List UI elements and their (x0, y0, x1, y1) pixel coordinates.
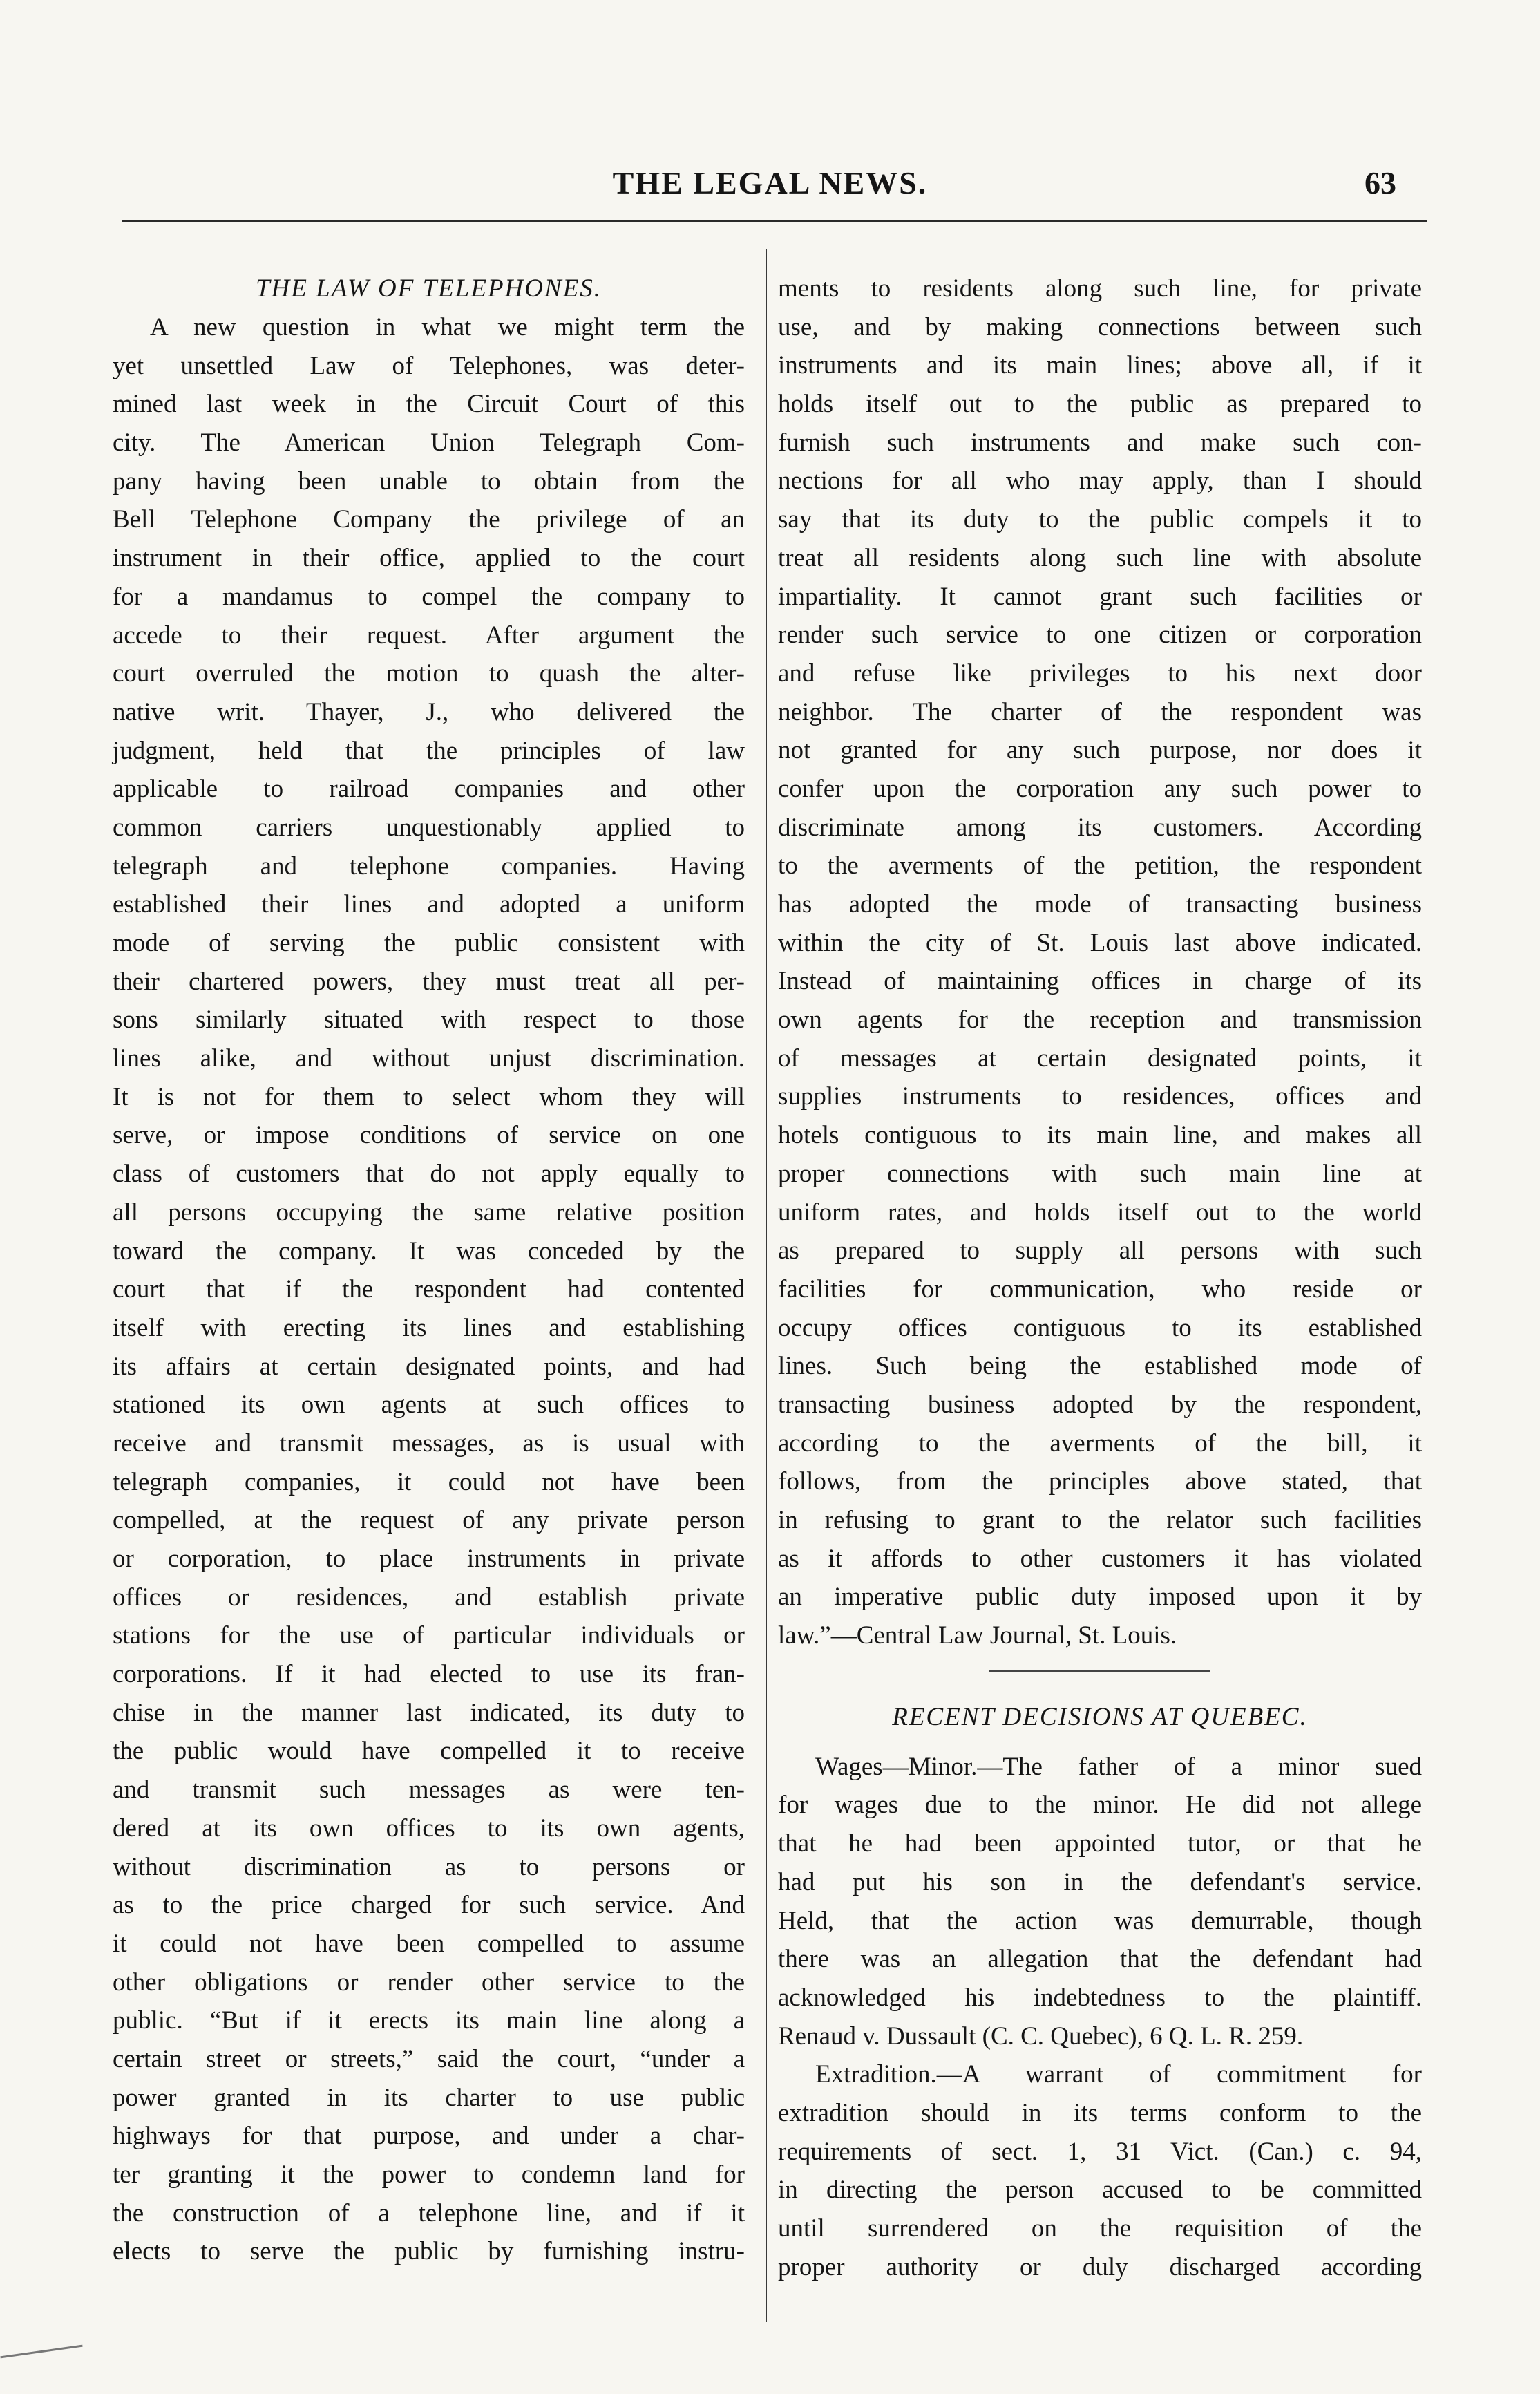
text-line: ter granting it the power to condemn land for (113, 2160, 745, 2189)
page-edge-mark (0, 2345, 82, 2359)
text-line: elects to serve the public by furnishing instru- (113, 2237, 745, 2266)
text-line: native writ. Thayer, J., who delivered the (113, 697, 745, 726)
text-line: requirements of sect. 1, 31 Vict. (Can.) c. 94, (778, 2137, 1422, 2166)
text-line: supplies instruments to residences, offices and (778, 1082, 1422, 1111)
text-line: use, and by making connections between such (778, 312, 1422, 341)
text-line: dered at its own offices to its own agents, (113, 1813, 745, 1842)
text-line: judgment, held that the principles of law (113, 736, 745, 765)
text-line: itself with erecting its lines and establishing (113, 1313, 745, 1342)
text-line: established their lines and adopted a uniform (113, 890, 745, 919)
text-line: common carriers unquestionably applied to (113, 813, 745, 842)
text-line: neighbor. The charter of the respondent was (778, 697, 1422, 726)
text-line: proper connections with such main line at (778, 1159, 1422, 1188)
text-line: nections for all who may apply, than I should (778, 466, 1422, 496)
text-line: the public would have compelled it to receive (113, 1737, 745, 1766)
left-column (113, 270, 745, 2271)
text-line: A new question in what we might term the (150, 313, 745, 341)
text-line: according to the averments of the bill, it (778, 1429, 1422, 1458)
text-line: and transmit such messages as were ten- (113, 1775, 745, 1804)
text-line: until surrendered on the requisition of the (778, 2214, 1422, 2243)
case-citation: Renaud v. Dussault (C. C. Quebec), 6 Q. L. R. 259. (778, 2021, 1304, 2051)
text-line: as it affords to other customers it has violated (778, 1544, 1422, 1573)
text-line: chise in the manner last indicated, its duty to (113, 1698, 745, 1727)
text-line: other obligations or render other service to the (113, 1968, 745, 1997)
article-body (113, 308, 745, 2271)
text-line: for wages due to the minor. He did not allege (778, 1791, 1422, 1820)
text-line: confer upon the corporation any such power to (778, 774, 1422, 803)
text-line: offices or residences, and establish private (113, 1583, 745, 1612)
running-head: THE LEGAL NEWS. (612, 165, 928, 200)
text-line: highways for that purpose, and under a char- (113, 2122, 745, 2151)
text-line: acknowledged his indebtedness to the plaintiff. (778, 1983, 1422, 2012)
text-line: furnish such instruments and make such con- (778, 428, 1422, 457)
text-line: public. “But if it erects its main line along a (113, 2006, 745, 2035)
text-line: all persons occupying the same relative position (113, 1198, 745, 1227)
text-line: pany having been unable to obtain from the (113, 466, 745, 496)
text-line: mined last week in the Circuit Court of this (113, 390, 745, 419)
text-line: transacting business adopted by the respondent, (778, 1390, 1422, 1419)
text-line: sons similarly situated with respect to those (113, 1006, 745, 1035)
text-line: there was an allegation that the defendant had (778, 1945, 1422, 1974)
text-line: Bell Telephone Company the privilege of an (113, 505, 745, 534)
text-line: as to the price charged for such service. And (113, 1891, 745, 1920)
text-line: Wages—Minor.—The father of a minor sued (815, 1752, 1422, 1781)
text-line: court overruled the motion to quash the alter- (113, 659, 745, 688)
text-line: it could not have been compelled to assume (113, 1929, 745, 1958)
text-line: discriminate among its customers. According (778, 813, 1422, 842)
text-line: for a mandamus to compel the company to (113, 582, 745, 611)
text-line: in directing the person accused to be committed (778, 2176, 1422, 2205)
text-line: follows, from the principles above stated, that (778, 1467, 1422, 1496)
text-line: had put his son in the defendant's service. (778, 1867, 1422, 1896)
text-line: proper authority or duly discharged according (778, 2252, 1422, 2281)
text-line: its affairs at certain designated points, and had (113, 1352, 745, 1381)
text-line: mode of serving the public consistent with (113, 929, 745, 957)
text-line: own agents for the reception and transmission (778, 1006, 1422, 1035)
column-divider (766, 249, 767, 2322)
text-line: certain street or streets,” said the court, “under a (113, 2044, 745, 2073)
header-rule (122, 220, 1427, 222)
case-summary-wages (778, 1748, 1422, 2017)
text-line: instrument in their office, applied to the court (113, 544, 745, 573)
text-line: yet unsettled Law of Telephones, was deter- (113, 351, 745, 380)
text-line: lines alike, and without unjust discrimination. (113, 1044, 745, 1073)
text-line: without discrimination as to persons or (113, 1852, 745, 1881)
right-column (778, 270, 1422, 2286)
text-line: uniform rates, and holds itself out to the world (778, 1198, 1422, 1227)
article-body-continued (778, 270, 1422, 1617)
text-line: serve, or impose conditions of service on one (113, 1121, 745, 1150)
text-line: the construction of a telephone line, and if it (113, 2198, 745, 2227)
text-line: Instead of maintaining offices in charge of its (778, 967, 1422, 996)
section-heading: RECENT DECISIONS AT QUEBEC. (892, 1702, 1308, 1731)
text-line: has adopted the mode of transacting business (778, 890, 1422, 918)
text-line: their chartered powers, they must treat all per- (113, 967, 745, 996)
text-line: court that if the respondent had contented (113, 1275, 745, 1304)
text-line: in refusing to grant to the relator such facilities (778, 1506, 1422, 1534)
text-line: impartiality. It cannot grant such facilities or (778, 582, 1422, 611)
text-line: render such service to one citizen or corporation (778, 621, 1422, 650)
text-line: lines. Such being the established mode of (778, 1352, 1422, 1381)
text-line: applicable to railroad companies and other (113, 775, 745, 804)
text-line: receive and transmit messages, as is usual with (113, 1429, 745, 1458)
text-line: occupy offices contiguous to its established (778, 1313, 1422, 1342)
case-summary-extradition (778, 2055, 1422, 2286)
text-line: compelled, at the request of any private person (113, 1506, 745, 1535)
text-line: power granted in its charter to use public (113, 2083, 745, 2112)
page-number: 63 (1365, 165, 1396, 200)
text-line: treat all residents along such line with absolute (778, 543, 1422, 572)
text-line: extradition should in its terms conform to the (778, 2098, 1422, 2127)
text-line: It is not for them to select whom they will (113, 1082, 745, 1111)
text-line: stationed its own agents at such offices to (113, 1391, 745, 1420)
text-line: telegraph companies, it could not have been (113, 1467, 745, 1496)
text-line: class of customers that do not apply equally to (113, 1160, 745, 1189)
text-line: accede to their request. After argument the (113, 621, 745, 650)
text-line: within the city of St. Louis last above indicated. (778, 928, 1422, 957)
text-line: of messages at certain designated points, it (778, 1044, 1422, 1073)
text-line: ments to residents along such line, for private (778, 274, 1422, 303)
text-line: holds itself out to the public as prepared to (778, 390, 1422, 419)
article-heading: THE LAW OF TELEPHONES. (255, 274, 602, 303)
text-line: as prepared to supply all persons with such (778, 1236, 1422, 1265)
text-line: hotels contiguous to its main line, and makes all (778, 1121, 1422, 1150)
text-line: to the averments of the petition, the respondent (778, 851, 1422, 880)
text-line: city. The American Union Telegraph Com- (113, 428, 745, 458)
section-divider (989, 1670, 1210, 1672)
text-line: instruments and its main lines; above all, if it (778, 351, 1422, 380)
text-line: telegraph and telephone companies. Having (113, 851, 745, 880)
text-line: Held, that the action was demurrable, though (778, 1906, 1422, 1935)
text-line: and refuse like privileges to his next door (778, 659, 1422, 688)
text-line: toward the company. It was conceded by the (113, 1236, 745, 1265)
text-line: say that its duty to the public compels it to (778, 505, 1422, 534)
text-line: Extradition.—A warrant of commitment for (815, 2060, 1422, 2089)
text-line: not granted for any such purpose, nor does it (778, 736, 1422, 765)
text-line: corporations. If it had elected to use its fran- (113, 1660, 745, 1689)
text-line: facilities for communication, who reside or (778, 1274, 1422, 1303)
text-line: an imperative public duty imposed upon it by (778, 1583, 1422, 1612)
source-credit: law.”—Central Law Journal, St. Louis. (778, 1621, 1177, 1650)
text-line: that he had been appointed tutor, or that he (778, 1829, 1422, 1858)
text-line: or corporation, to place instruments in private (113, 1545, 745, 1573)
text-line: stations for the use of particular individuals or (113, 1621, 745, 1650)
